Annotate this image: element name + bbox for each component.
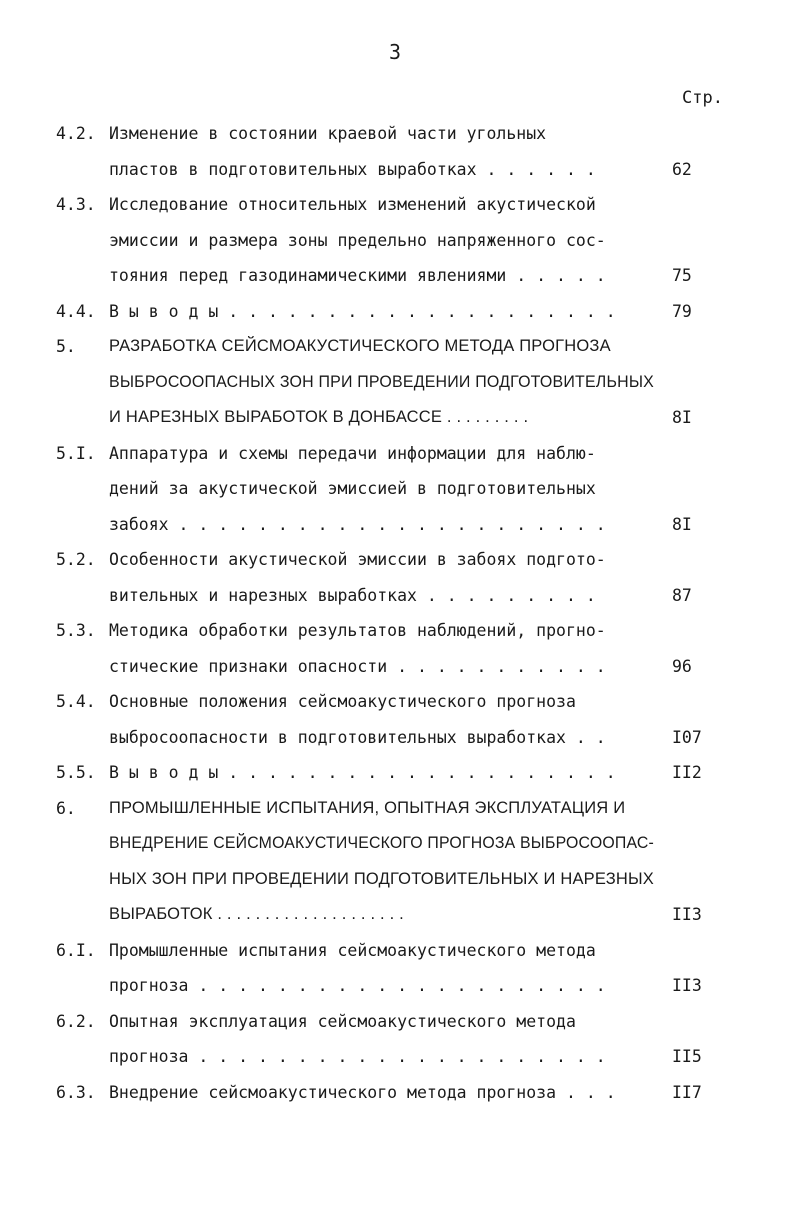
toc-entry [0,187,799,294]
toc-entry-page: 8I [672,408,692,427]
toc-entry-line [0,826,799,862]
toc-entry-page: 79 [672,301,692,321]
toc-entry-title: Изменение в состоянии краевой части угольных [109,124,547,143]
toc-entry-number: 6. [56,798,76,818]
toc-entry-line [0,1004,799,1040]
toc-entry-page: 75 [672,266,692,285]
toc-entry-title: Опытная эксплуатация сейсмоакустического метода [109,1011,576,1031]
toc-entry-page: I07 [672,727,702,747]
toc-entry-title: ВЫРАБОТОК . . . . . . . . . . . . . . . . . . . . [109,905,404,923]
toc-entry-page: II7 [672,1082,702,1102]
toc-entry-title: пластов в подготовительных выработках . . . . . . [109,159,596,179]
table-of-contents [0,116,799,1110]
toc-entry-line [0,1039,799,1075]
toc-entry-title: ВЫБРОСООПАСНЫХ ЗОН ПРИ ПРОВЕДЕНИИ ПОДГОТОВИТЕЛЬНЫХ [109,372,654,391]
toc-entry [0,755,799,791]
toc-entry-line [0,400,799,436]
toc-entry-title: дений за акустической эмиссией в подготовительных [109,479,596,498]
toc-entry-line [0,649,799,685]
toc-entry-line [0,613,799,649]
toc-entry-number: 4.3. [56,195,96,214]
toc-entry-line [0,436,799,472]
toc-entry-title: вительных и нарезных выработках . . . . . . . . . [109,585,596,605]
toc-entry-title: Внедрение сейсмоакустического метода прогноза . . . [109,1082,616,1102]
toc-entry [0,1004,799,1075]
toc-entry-page: 87 [672,585,692,605]
toc-entry-line [0,897,799,933]
toc-entry-line [0,329,799,365]
toc-entry-line [0,791,799,827]
toc-entry-line [0,755,799,791]
toc-entry-line [0,365,799,401]
toc-entry-page: 62 [672,159,692,179]
toc-entry-title: ПРОМЫШЛЕННЫЕ ИСПЫТАНИЯ, ОПЫТНАЯ ЭКСПЛУАТАЦИЯ И [109,798,626,817]
toc-entry-line [0,152,799,188]
toc-entry-title: Методика обработки результатов наблюдений, прогно- [109,621,606,640]
toc-entry-line [0,471,799,507]
toc-entry-title: РАЗРАБОТКА СЕЙСМОАКУСТИЧЕСКОГО МЕТОДА ПРОГНОЗА [109,337,611,355]
toc-entry-title: забоях . . . . . . . . . . . . . . . . . . . . . . [109,514,606,534]
toc-entry-number: 5.5. [56,763,96,782]
toc-entry-title: прогноза . . . . . . . . . . . . . . . . . . . . . [109,976,606,995]
toc-entry-title: выбросоопасности в подготовительных выработках . . [109,727,606,747]
toc-entry-line [0,862,799,898]
toc-entry-line [0,116,799,152]
toc-entry-number: 5.2. [56,550,96,569]
toc-entry-page: 96 [672,656,692,676]
toc-entry [0,436,799,543]
toc-entry [0,933,799,1004]
toc-entry [0,684,799,755]
toc-entry [0,542,799,613]
toc-entry-title: прогноза . . . . . . . . . . . . . . . . . . . . . [109,1047,606,1066]
toc-entry-page: 8I [672,514,692,534]
toc-entry-line [0,542,799,578]
toc-entry [0,1075,799,1111]
toc-entry-number: 4.4. [56,301,96,321]
toc-entry-title: Основные положения сейсмоакустического прогноза [109,692,576,711]
toc-entry [0,116,799,187]
toc-entry-title: Аппаратура и схемы передачи информации для наблю- [109,443,596,463]
toc-entry-title: И НАРЕЗНЫХ ВЫРАБОТОК В ДОНБАССЕ . . . . . . . . . [109,408,529,426]
toc-entry [0,791,799,933]
toc-entry-line [0,187,799,223]
toc-entry-title: эмиссии и размера зоны предельно напряженного сос- [109,230,606,250]
toc-entry-number: 5.I. [56,443,96,463]
toc-entry-title: Исследование относительных изменений акустической [109,195,596,214]
toc-entry-number: 5.3. [56,621,96,640]
toc-entry-title: ВНЕДРЕНИЕ СЕЙСМОАКУСТИЧЕСКОГО ПРОГНОЗА ВЫБРОСООПАС- [109,834,654,852]
toc-entry-title: НЫХ ЗОН ПРИ ПРОВЕДЕНИИ ПОДГОТОВИТЕЛЬНЫХ И НАРЕЗНЫХ [109,869,654,888]
toc-entry-number: 6.I. [56,940,96,960]
toc-entry-title: В ы в о д ы . . . . . . . . . . . . . . . . . . . . [109,763,616,782]
toc-entry-line [0,1075,799,1111]
toc-entry-line [0,578,799,614]
toc-entry-title: Особенности акустической эмиссии в забоях подгото- [109,550,606,569]
toc-entry-title: стические признаки опасности . . . . . . . . . . . [109,656,606,676]
toc-entry-line [0,294,799,330]
page-column-label: Стр. [682,88,723,108]
toc-entry-number: 6.3. [56,1082,96,1102]
toc-entry-number: 6.2. [56,1011,96,1031]
toc-entry-page: II3 [672,976,702,995]
page-number: 3 [388,40,402,64]
toc-entry-line [0,684,799,720]
toc-entry-page: II2 [672,763,702,782]
toc-entry-page: II5 [672,1047,702,1066]
toc-entry-line [0,968,799,1004]
toc-entry-number: 5. [56,337,76,356]
toc-entry-title: В ы в о д ы . . . . . . . . . . . . . . . . . . . . [109,301,616,321]
toc-entry [0,329,799,436]
toc-entry [0,613,799,684]
toc-entry-number: 5.4. [56,692,96,711]
toc-entry-page: II3 [672,905,702,924]
toc-entry-line [0,933,799,969]
toc-entry-line [0,223,799,259]
toc-entry-line [0,720,799,756]
toc-entry-line [0,507,799,543]
toc-entry-number: 4.2. [56,124,96,143]
toc-entry-title: Промышленные испытания сейсмоакустического метода [109,940,596,960]
toc-entry-title: тояния перед газодинамическими явлениями . . . . . [109,266,606,285]
toc-entry-line [0,258,799,294]
toc-entry [0,294,799,330]
